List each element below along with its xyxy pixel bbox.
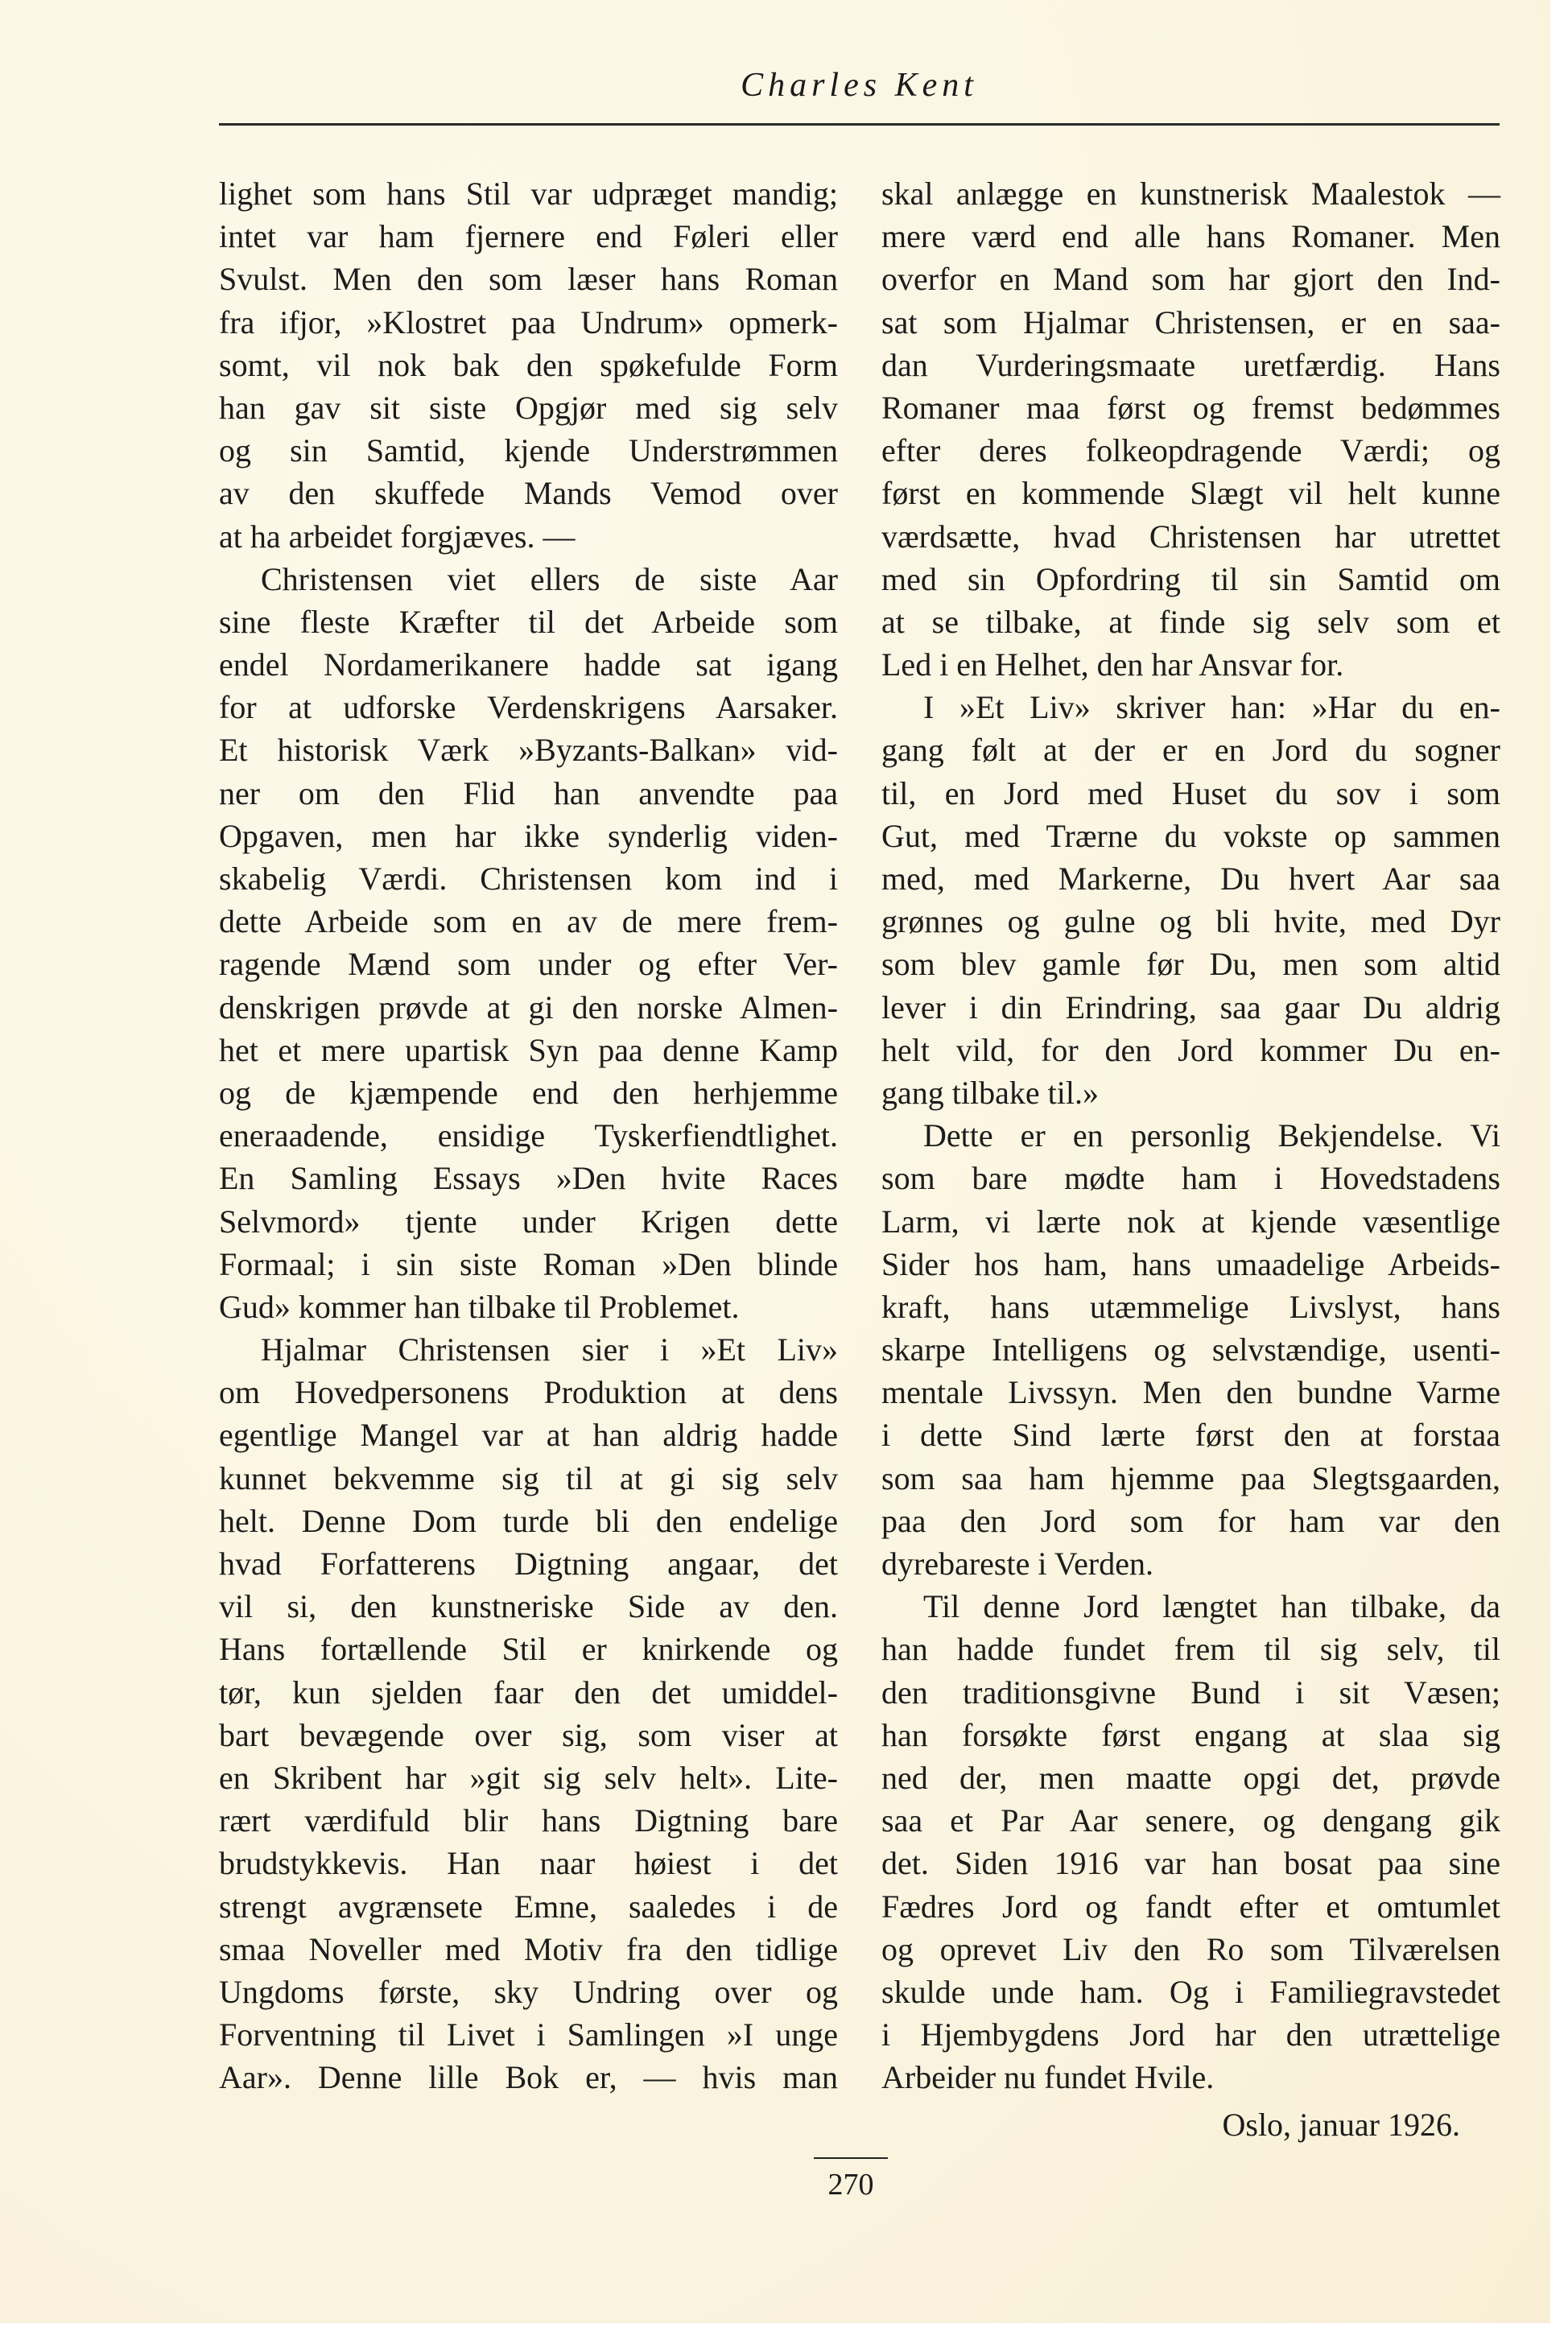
text-line: skulde unde ham. Og i Familiegravstedet [881,1973,1500,2010]
header-rule [219,123,1500,126]
text-line: ned der, men maatte opgi det, prøvde [881,1759,1500,1796]
text-line: han hadde fundet frem til sig selv, til [881,1631,1500,1668]
paragraph [219,172,838,558]
text-line: somt, vil nok bak den spøkefulde Form [219,346,838,383]
text-line: overfor en Mand som har gjort den Ind- [881,261,1500,298]
text-line: endel Nordamerikanere hadde sat igang [219,646,838,683]
text-line: lever i din Erindring, saa gaar Du aldrig [881,988,1500,1026]
text-line: kraft, hans utæmmelige Livslyst, hans [881,1288,1500,1325]
text-line: Gut, med Trærne du vokste op sammen [881,817,1500,854]
page-number: 270 [827,2168,874,2202]
text-line: tør, kun sjelden faar den det umiddel- [219,1674,838,1711]
paragraph [881,1114,1500,1585]
text-line: En Samling Essays »Den hvite Races [219,1160,838,1197]
text-line: bart bevægende over sig, som viser at [219,1716,838,1753]
text-line: med sin Opfordring til sin Samtid om [881,560,1500,597]
text-line: han forsøkte først engang at slaa sig [881,1716,1500,1753]
paragraph [219,1328,838,2099]
text-line: helt vild, for den Jord kommer Du en- [881,1031,1500,1068]
text-line: strengt avgrænsete Emne, saaledes i de [219,1888,838,1925]
text-line: egentlige Mangel var at han aldrig hadde [219,1417,838,1454]
text-line: som bare mødte ham i Hovedstadens [881,1160,1500,1197]
text-line: Led i en Helhet, den har Ansvar for. [881,646,1344,683]
text-line: skabelig Værdi. Christensen kom ind i [219,861,838,897]
text-line: Fædres Jord og fandt efter et omtumlet [881,1888,1500,1925]
text-line: dyrebareste i Verden. [881,1546,1154,1582]
text-line: gang følt at der er en Jord du sogner [881,732,1500,769]
text-line: Svulst. Men den som læser hans Roman [219,261,838,298]
text-line: som saa ham hjemme paa Slegtsgaarden, [881,1459,1500,1496]
text-line: rært værdifuld blir hans Digtning bare [219,1802,838,1839]
text-line: at ha arbeidet forgjæves. — [219,518,576,555]
paragraph [881,1585,1500,2099]
text-line: helt. Denne Dom turde bli den endelige [219,1502,838,1539]
paragraph [219,558,838,1328]
text-line: Ungdoms første, sky Undring over og [219,1973,838,2010]
text-line: som blev gamle før Du, men som altid [881,946,1500,983]
text-line: vil si, den kunstneriske Side av den. [219,1588,838,1625]
text-line: ragende Mænd som under og efter Ver- [219,946,838,983]
text-line: skarpe Intelligens og selvstændige, usenti- [881,1331,1500,1368]
text-line: hvad Forfatterens Digtning angaar, det [219,1546,838,1582]
text-line: og oprevet Liv den Ro som Tilværelsen [881,1930,1500,1967]
text-line: Gud» kommer han tilbake til Problemet. [219,1288,740,1325]
text-line: og sin Samtid, kjende Understrømmen [219,432,838,469]
text-line: Sider hos ham, hans umaadelige Arbeids- [881,1245,1500,1282]
text-line: brudstykkevis. Han naar høiest i det [219,1845,838,1882]
text-line: kunnet bekvemme sig til at gi sig selv [219,1459,838,1496]
page-number-rule [814,2157,888,2159]
text-line: at se tilbake, at finde sig selv som et [881,603,1500,640]
text-line: Selvmord» tjente under Krigen dette [219,1203,838,1240]
text-line: dette Arbeide som en av de mere frem- [219,903,838,940]
text-line: først en kommende Slægt vil helt kunne [881,475,1500,512]
text-line: værdsætte, hvad Christensen har utrettet [881,518,1500,555]
text-line: Larm, vi lærte nok at kjende væsentlige [881,1203,1500,1240]
text-line: efter deres folkeopdragende Værdi; og [881,432,1500,469]
text-line: det. Siden 1916 var han bosat paa sine [881,1845,1500,1882]
text-line: Arbeider nu fundet Hvile. [881,2059,1215,2096]
left-column [219,172,838,2099]
text-line: Dette er en personlig Bekjendelse. Vi [923,1117,1500,1154]
signature-place-date: Oslo, januar 1926. [1222,2107,1460,2144]
text-line: smaa Noveller med Motiv fra den tidlige [219,1930,838,1967]
text-line: Hjalmar Christensen sier i »Et Liv» [261,1331,838,1368]
text-line: og de kjæmpende end den herhjemme [219,1074,838,1111]
text-line: skal anlægge en kunstnerisk Maalestok — [881,175,1500,212]
text-line: mentale Livssyn. Men den bundne Varme [881,1374,1500,1411]
text-line: sine fleste Kræfter til det Arbeide som [219,603,838,640]
text-line: om Hovedpersonens Produktion at dens [219,1374,838,1411]
text-line: dan Vurderingsmaate uretfærdig. Hans [881,346,1500,383]
text-line: Aar». Denne lille Bok er, — hvis man [219,2059,838,2096]
text-line: sat som Hjalmar Christensen, er en saa- [881,303,1500,340]
text-line: han gav sit siste Opgjør med sig selv [219,389,838,426]
text-line: Romaner maa først og fremst bedømmes [881,389,1500,426]
text-line: gang tilbake til.» [881,1074,1099,1111]
text-line: grønnes og gulne og bli hvite, med Dyr [881,903,1500,940]
text-line: saa et Par Aar senere, og dengang gik [881,1802,1500,1839]
text-line: I »Et Liv» skriver han: »Har du en- [923,689,1500,726]
text-line: paa den Jord som for ham var den [881,1502,1500,1539]
text-line: lighet som hans Stil var udpræget mandig; [219,175,838,212]
text-line: ner om den Flid han anvendte paa [219,774,838,811]
text-line: eneraadende, ensidige Tyskerfiendtlighet. [219,1117,838,1154]
text-line: en Skribent har »git sig selv helt». Lite- [219,1759,838,1796]
text-line: Hans fortællende Stil er knirkende og [219,1631,838,1668]
text-line: denskrigen prøvde at gi den norske Almen- [219,988,838,1026]
text-line: av den skuffede Mands Vemod over [219,475,838,512]
text-line: Forventning til Livet i Samlingen »I unge [219,2016,838,2053]
running-head: Charles Kent [741,67,978,104]
text-line: mere værd end alle hans Romaner. Men [881,218,1500,255]
text-line: fra ifjor, »Klostret paa Undrum» opmerk- [219,303,838,340]
paragraph [881,172,1500,686]
text-line: i Hjembygdens Jord har den utrættelige [881,2016,1500,2053]
text-line: Opgaven, men har ikke synderlig viden- [219,817,838,854]
text-line: den traditionsgivne Bund i sit Væsen; [881,1674,1500,1711]
text-line: for at udforske Verdenskrigens Aarsaker. [219,689,838,726]
text-line: intet var ham fjernere end Føleri eller [219,218,838,255]
text-line: Til denne Jord længtet han tilbake, da [923,1588,1500,1625]
text-line: til, en Jord med Huset du sov i som [881,774,1500,811]
text-line: i dette Sind lærte først den at forstaa [881,1417,1500,1454]
text-line: het et mere upartisk Syn paa denne Kamp [219,1031,838,1068]
right-column [881,172,1500,2147]
text-line: Formaal; i sin siste Roman »Den blinde [219,1245,838,1282]
text-line: med, med Markerne, Du hvert Aar saa [881,861,1500,897]
paragraph [881,686,1500,1114]
text-line: Christensen viet ellers de siste Aar [261,560,838,597]
text-line: Et historisk Værk »Byzants-Balkan» vid- [219,732,838,769]
